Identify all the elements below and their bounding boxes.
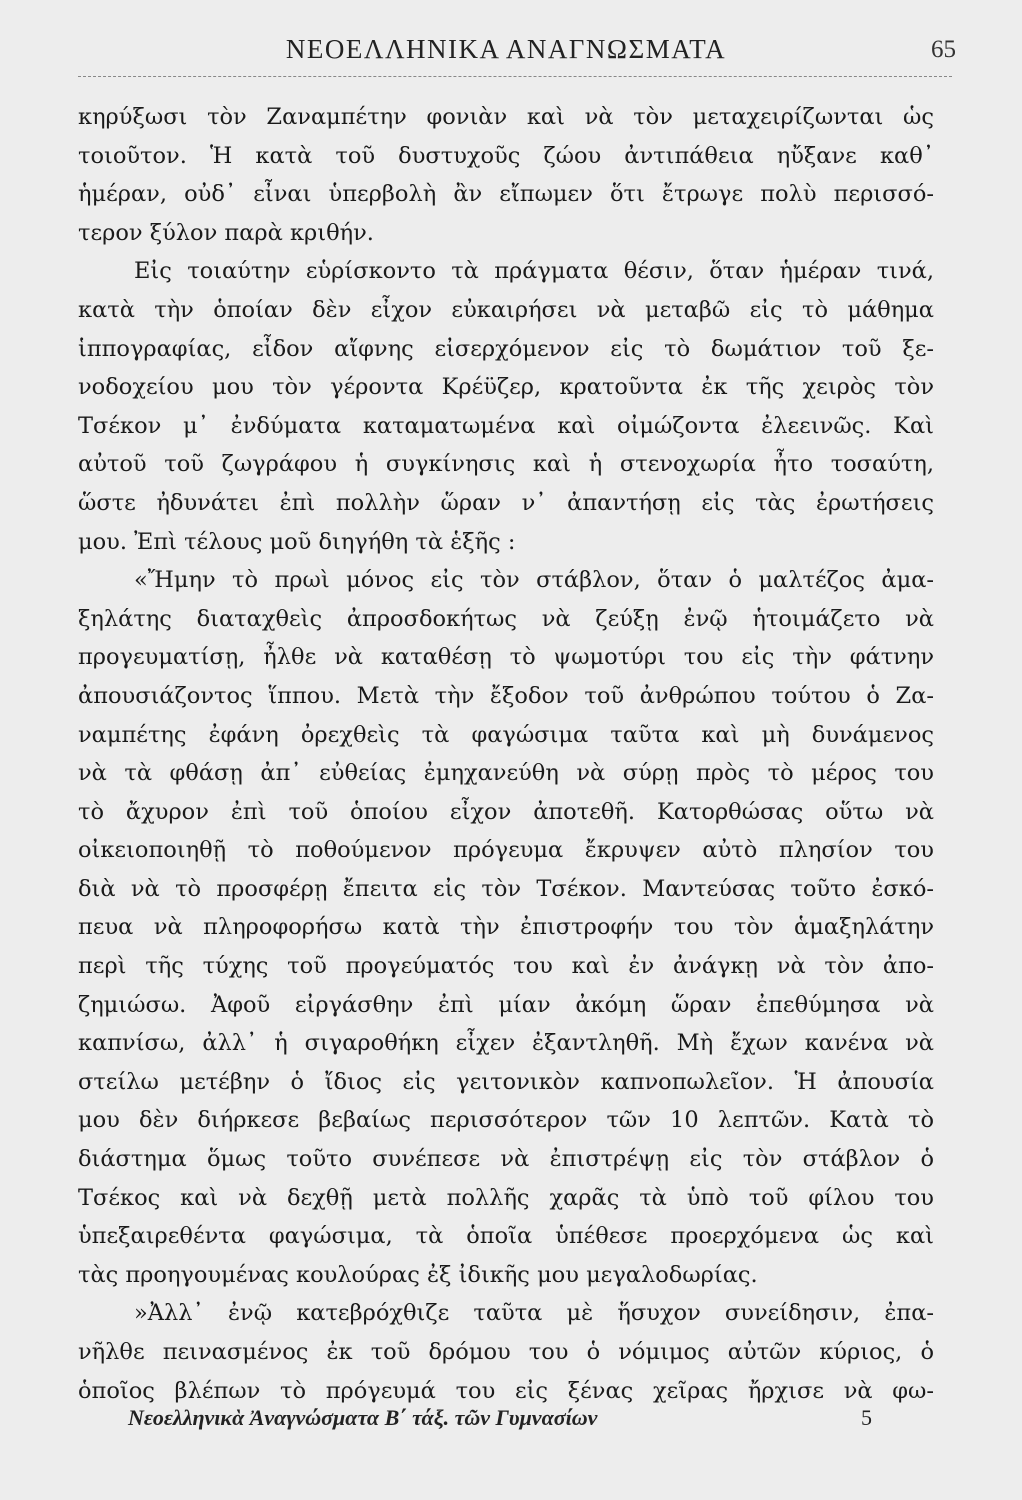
text-line: ἱππογραφίας, εἶδον αἴφνης εἰσερχόμενον εἰς τὸ δωμάτιον τοῦ ξε- (78, 335, 934, 362)
text-line: Εἰς τοιαύτην εὑρίσκοντο τὰ πράγματα θέσιν, ὅταν ἡμέραν τινά, (134, 258, 934, 285)
footer-signature-mark: 5 (861, 1405, 872, 1430)
text-line: περὶ τῆς τύχης τοῦ προγεύματός του καὶ ἐν ἀνάγκῃ νὰ τὸν ἀπο- (78, 953, 934, 980)
text-line: πευα νὰ πληροφορήσω κατὰ τὴν ἐπιστροφήν του τὸν ἁμαξηλάτην (78, 914, 934, 941)
text-line: Τσέκον μ᾽ ἐνδύματα καταματωμένα καὶ οἰμώζοντα ἐλεεινῶς. Καὶ (78, 412, 934, 439)
header-rule (78, 76, 952, 77)
text-line: αὐτοῦ τοῦ ζωγράφου ἡ συγκίνησις καὶ ἡ στενοχωρία ἦτο τοσαύτη, (78, 451, 934, 478)
text-line: νὰ τὰ φθάσῃ ἀπ᾽ εὐθείας ἐμηχανεύθη νὰ σύρῃ πρὸς τὸ μέρος του (78, 760, 934, 787)
text-line: ὥστε ἠδυνάτει ἐπὶ πολλὴν ὥραν ν᾽ ἀπαντήσῃ εἰς τὰς ἐρωτήσεις (78, 489, 934, 516)
text-line: τοιοῦτον. Ἡ κατὰ τοῦ δυστυχοῦς ζώου ἀντιπάθεια ηὔξανε καθ᾽ (78, 142, 934, 169)
text-line: ζημιώσω. Ἀφοῦ εἰργάσθην ἐπὶ μίαν ἀκόμη ὥραν ἐπεθύμησα νὰ (78, 991, 934, 1018)
text-line: νοδοχείου μου τὸν γέροντα Κρέϋζερ, κρατοῦντα ἐκ τῆς χειρὸς τὸν (78, 374, 934, 401)
text-line: ὁποῖος βλέπων τὸ πρόγευμά του εἰς ξένας χεῖρας ἤρχισε νὰ φω- (78, 1377, 934, 1404)
text-line: ξηλάτης διαταχθεὶς ἀπροσδοκήτως νὰ ζεύξῃ ἐνῷ ἡτοιμάζετο νὰ (78, 605, 934, 632)
text-line: στείλω μετέβην ὁ ἴδιος εἰς γειτονικὸν καπνοπωλεῖον. Ἡ ἀπουσία (78, 1068, 934, 1095)
text-line: καπνίσω, ἀλλ᾽ ἡ σιγαροθήκη εἶχεν ἐξαντληθῆ. Μὴ ἔχων κανένα νὰ (78, 1030, 934, 1057)
text-line: ἀπουσιάζοντος ἵππου. Μετὰ τὴν ἔξοδον τοῦ ἀνθρώπου τούτου ὁ Ζα- (78, 682, 934, 709)
text-line: μου. Ἐπὶ τέλους μοῦ διηγήθη τὰ ἑξῆς : (78, 528, 516, 555)
text-line: τὰς προηγουμένας κουλούρας ἐξ ἰδικῆς μου μεγαλοδωρίας. (78, 1261, 758, 1288)
text-line: προγευματίσῃ, ἦλθε νὰ καταθέσῃ τὸ ψωμοτύρι του εἰς τὴν φάτνην (78, 644, 934, 671)
text-line: νῆλθε πεινασμένος ἐκ τοῦ δρόμου του ὁ νόμιμος αὐτῶν κύριος, ὁ (78, 1339, 934, 1365)
running-header (78, 28, 956, 72)
text-line: «Ἤμην τὸ πρωὶ μόνος εἰς τὸν στάβλον, ὅταν ὁ μαλτέζος ἀμα- (134, 567, 934, 594)
body-text (78, 98, 934, 1410)
footer-book-title: Νεοελληνικὰ Ἀναγνώσματα Β΄ τάξ. τῶν Γυμνασίων (128, 1405, 598, 1430)
page-number: 65 (931, 36, 956, 63)
text-line: Τσέκος καὶ νὰ δεχθῇ μετὰ πολλῆς χαρᾶς τὰ ὑπὸ τοῦ φίλου του (78, 1184, 934, 1211)
text-line: μου δὲν διήρκεσε βεβαίως περισσότερον τῶν 10 λεπτῶν. Κατὰ τὸ (78, 1107, 934, 1134)
page-footer (128, 1405, 872, 1445)
text-line: ὑπεξαιρεθέντα φαγώσιμα, τὰ ὁποῖα ὑπέθεσε προερχόμενα ὡς καὶ (78, 1223, 934, 1250)
text-line: τὸ ἄχυρον ἐπὶ τοῦ ὁποίου εἶχον ἀποτεθῆ. Κατορθώσας οὕτω νὰ (78, 798, 934, 825)
text-line: διάστημα ὅμως τοῦτο συνέπεσε νὰ ἐπιστρέψῃ εἰς τὸν στάβλον ὁ (78, 1146, 934, 1173)
text-line: ναμπέτης ἐφάνη ὀρεχθεὶς τὰ φαγώσιμα ταῦτα καὶ μὴ δυνάμενος (78, 721, 934, 748)
text-line: διὰ νὰ τὸ προσφέρῃ ἔπειτα εἰς τὸν Τσέκον. Μαντεύσας τοῦτο ἐσκό- (78, 875, 934, 902)
text-line: ἡμέραν, οὐδ᾽ εἶναι ὑπερβολὴ ἂν εἴπωμεν ὅτι ἔτρωγε πολὺ περισσό- (78, 181, 934, 208)
text-line: κηρύξωσι τὸν Ζαναμπέτην φονιὰν καὶ νὰ τὸν μεταχειρίζωνται ὡς (78, 104, 934, 130)
running-title: ΝΕΟΕΛΛΗΝΙΚΑ ΑΝΑΓΝΩΣΜΑΤΑ (285, 34, 727, 64)
text-line: οἰκειοποιηθῇ τὸ ποθούμενον πρόγευμα ἔκρυψεν αὐτὸ πλησίον του (78, 837, 934, 864)
text-line: »Ἀλλ᾽ ἐνῷ κατεβρόχθιζε ταῦτα μὲ ἥσυχον συνείδησιν, ἐπα- (134, 1300, 934, 1327)
text-line: κατὰ τὴν ὁποίαν δὲν εἶχον εὐκαιρήσει νὰ μεταβῶ εἰς τὸ μάθημα (78, 296, 934, 323)
text-line: τερον ξύλον παρὰ κριθήν. (78, 219, 374, 246)
